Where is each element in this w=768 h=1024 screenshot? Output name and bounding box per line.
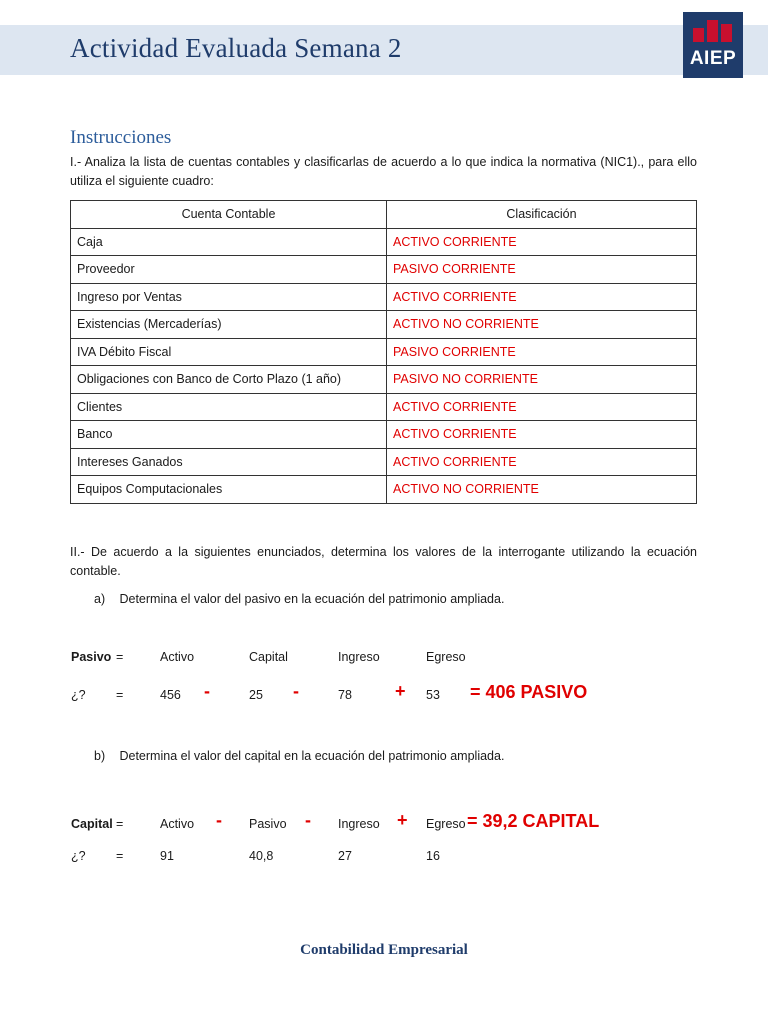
eq-b-equals: = [116,817,124,831]
minus-operator: - [293,681,299,701]
account-classification: ACTIVO NO CORRIENTE [387,476,697,504]
eq-a-result: = 406 PASIVO [470,682,588,702]
item-a [94,592,504,606]
table-row [71,393,697,421]
table-row [71,228,697,256]
eq-a-value-egreso: 53 [426,688,440,702]
eq-a-term-ingreso: Ingreso [338,650,380,664]
eq-a-lhs-label: Pasivo [71,650,112,664]
section-title: Instrucciones [70,127,172,148]
document-title: Actividad Evaluada Semana 2 [70,33,402,63]
header-clasificacion: Clasificación [387,201,697,229]
logo-bars-icon [693,20,733,42]
eq-a-term-activo: Activo [160,650,195,664]
eq-b-value-pasivo: 40,8 [249,849,274,863]
eq-b-term-activo: Activo [160,817,195,831]
plus-operator: + [397,810,408,830]
account-name: Banco [71,421,387,449]
minus-operator: - [204,681,210,701]
eq-b-term-egreso: Egreso [426,817,466,831]
eq-b-value-egreso: 16 [426,849,440,863]
account-name: Clientes [71,393,387,421]
header-cuenta: Cuenta Contable [71,201,387,229]
table-header-row [71,201,697,229]
table-row [71,448,697,476]
eq-b-unknown: ¿? [71,849,86,863]
account-classification: ACTIVO CORRIENTE [387,228,697,256]
eq-a-equals-2: = [116,688,124,702]
item-a-text: Determina el valor del pasivo en la ecuación del patrimonio ampliada. [119,592,505,606]
eq-b-value-ingreso: 27 [338,849,352,863]
part1-instruction: I.- Analiza la lista de cuentas contables y clasificarlas de acuerdo a lo que indica la normativa (NIC1)., para ello utiliza el siguiente cuadro: [70,155,697,188]
account-classification: PASIVO CORRIENTE [387,256,697,284]
eq-a-value-capital: 25 [249,688,263,702]
aiep-logo [683,12,743,78]
eq-a-term-capital: Capital [249,650,288,664]
account-classification: ACTIVO NO CORRIENTE [387,311,697,339]
account-classification: ACTIVO CORRIENTE [387,421,697,449]
account-classification: ACTIVO CORRIENTE [387,448,697,476]
part2-instruction: II.- De acuerdo a la siguientes enunciados, determina los valores de la interrogante utilizando la ecuación contable. [70,545,697,578]
account-name: Intereses Ganados [71,448,387,476]
account-name: Existencias (Mercaderías) [71,311,387,339]
eq-a-value-activo: 456 [160,688,181,702]
table-row [71,366,697,394]
account-name: Caja [71,228,387,256]
account-classification: ACTIVO CORRIENTE [387,283,697,311]
item-b-text: Determina el valor del capital en la ecuación del patrimonio ampliada. [119,749,505,763]
account-name: Obligaciones con Banco de Corto Plazo (1 año) [71,366,387,394]
accounts-table [70,200,697,504]
account-name: Ingreso por Ventas [71,283,387,311]
eq-b-lhs-label: Capital [71,817,113,831]
eq-a-unknown: ¿? [71,688,86,702]
account-name: IVA Débito Fiscal [71,338,387,366]
table-row [71,476,697,504]
account-classification: PASIVO NO CORRIENTE [387,366,697,394]
account-name: Proveedor [71,256,387,284]
minus-operator: - [216,810,222,830]
table-row [71,283,697,311]
item-b [94,749,504,763]
table-row [71,421,697,449]
account-classification: PASIVO CORRIENTE [387,338,697,366]
eq-a-equals: = [116,650,124,664]
eq-b-term-ingreso: Ingreso [338,817,380,831]
account-name: Equipos Computacionales [71,476,387,504]
item-b-letter: b) [94,749,106,763]
eq-b-equals-2: = [116,849,124,863]
eq-b-value-activo: 91 [160,849,174,863]
eq-a-value-ingreso: 78 [338,688,352,702]
table-row [71,311,697,339]
footer-subject: Contabilidad Empresarial [300,942,468,958]
minus-operator: - [305,810,311,830]
eq-b-result: = 39,2 CAPITAL [467,811,600,831]
item-a-letter: a) [94,592,106,606]
logo-text: AIEP [689,48,737,69]
account-classification: ACTIVO CORRIENTE [387,393,697,421]
eq-b-term-pasivo: Pasivo [249,817,287,831]
table-row [71,256,697,284]
table-row [71,338,697,366]
eq-a-term-egreso: Egreso [426,650,466,664]
plus-operator: + [395,681,406,701]
